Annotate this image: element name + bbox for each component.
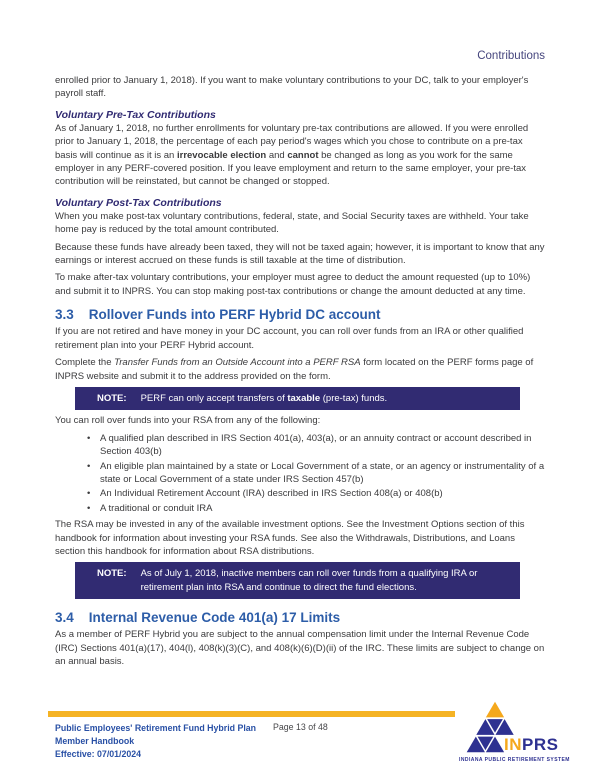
inprs-wordmark-prs: PRS <box>522 735 559 754</box>
inprs-wordmark <box>504 736 558 753</box>
footer-line-plan: Public Employees' Retirement Fund Hybrid Plan <box>55 723 257 733</box>
footer-line-effective: Effective: 07/01/2024 <box>55 749 142 759</box>
running-header: Contributions <box>477 50 545 62</box>
form-name-italic: Transfer Funds from an Outside Account into a PERF RSA <box>114 357 361 369</box>
section-number: 3.4 <box>55 610 74 626</box>
section33-paragraph-2 <box>55 356 545 383</box>
heading-voluntary-pretax: Voluntary Pre-Tax Contributions <box>55 108 216 121</box>
list-item: • An Individual Retirement Account (IRA) described in IRS Section 408(a) or 408(b) <box>87 487 545 500</box>
rollover-bullet-list <box>55 432 545 515</box>
pretax-paragraph <box>55 122 545 189</box>
section-number: 3.3 <box>55 307 74 323</box>
pretax-text: As of January 1, 2018, no further enrollments for voluntary pre-tax contributions are allowed. If you were enrolled prior to January 1, 2018, the percentage of each pay period's wages which you chose to contribute on a pre-tax basis will continue as it is an <box>55 122 529 161</box>
pretax-text: and <box>266 149 288 161</box>
posttax-paragraph-2: Because these funds have already been taxed, they will not be taxed again; however, it is important to know that any earnings or interest accrued on these funds is still taxable at the time of distribution. <box>55 241 545 267</box>
page-number: Page 13 of 48 <box>273 722 328 732</box>
list-item: • A qualified plan described in IRS Section 401(a), 403(a), or an annuity contract or account described in Section 403(b) <box>87 432 545 459</box>
section-title: Rollover Funds into PERF Hybrid DC account <box>88 307 381 323</box>
footer-plan-info <box>55 722 267 761</box>
inprs-wordmark-in: IN <box>504 735 522 754</box>
note-box-inactive-members <box>75 562 520 599</box>
section-heading-3-4 <box>55 610 545 625</box>
note-text-part: (pre-tax) funds. <box>320 392 388 404</box>
section-title: Internal Revenue Code 401(a) 17 Limits <box>88 610 341 626</box>
section34-paragraph-1: As a member of PERF Hybrid you are subject to the annual compensation limit under the Internal Revenue Code (IRC) Sections 401(a)(17), 404(l), 408(k)(3)(C), and 408(k)(6)(D)(ii) of the IRC. These limits are subject to change on an annual basis. <box>55 629 545 667</box>
footer-line-handbook: Member Handbook <box>55 736 135 746</box>
intro-paragraph: enrolled prior to January 1, 2018). If you want to make voluntary contributions to your DC, talk to your employer's payroll staff. <box>55 75 529 100</box>
page-content <box>55 50 545 672</box>
pretax-text: be changed as long as you work for the same employer in any PERF-covered position. If you leave employment and return to the same employer, your pre-tax contribution will be reinstated, but cannot be changed or stopped. <box>55 149 527 188</box>
section33-paragraph-1: If you are not retired and have money in your DC account, you can roll over funds from an IRA or other qualified retirement plan into your PERF Hybrid account. <box>55 326 524 351</box>
posttax-paragraph-1: When you make post-tax voluntary contributions, federal, state, and Social Security taxes are withheld. Your take home pay is reduced by the total amount contributed. <box>55 210 529 236</box>
inprs-tagline: INDIANA PUBLIC RETIREMENT SYSTEM <box>459 757 570 763</box>
inprs-logo <box>458 700 586 764</box>
note-text <box>141 392 388 405</box>
section33-text: Complete the <box>55 357 115 369</box>
note-label: NOTE: <box>97 568 127 580</box>
footer-gold-bar <box>48 711 455 717</box>
rollover-intro-paragraph: You can roll over funds into your RSA from any of the following: <box>55 415 321 427</box>
section-heading-3-3 <box>55 307 545 322</box>
heading-voluntary-posttax: Voluntary Post-Tax Contributions <box>55 196 222 209</box>
pretax-bold-irrevocable: irrevocable election <box>176 149 267 161</box>
note-text-part: PERF can only accept transfers of <box>140 392 288 404</box>
rsa-investment-paragraph: The RSA may be invested in any of the available investment options. See the Investment Options section of this handbook for information about investing your RSA funds. See also the Withdrawals, Distributions, and Loans section this handbook for information about RSA distributions. <box>55 519 525 557</box>
note-text: As of July 1, 2018, inactive members can roll over funds from a qualifying IRA or retirement plan into RSA and continue to direct the fund elections. <box>140 568 478 593</box>
note-bold-taxable: taxable <box>287 392 321 404</box>
posttax-paragraph-3: To make after-tax voluntary contributions, your employer must agree to deduct the amount requested (up to 10%) and submit it to INPRS. You can stop making post-tax contributions or change the amount deducted at any time. <box>55 272 531 297</box>
pretax-bold-cannot: cannot <box>287 149 319 161</box>
note-label: NOTE: <box>97 392 127 404</box>
section33-text: form located on the PERF forms page of INPRS website and submit it to the address provided on the form. <box>55 357 534 382</box>
list-item: • An eligible plan maintained by a state or Local Government of a state, or an agency or instrumentality of a state or Local Government of a state under IRS Section 457(b) <box>87 460 545 487</box>
list-item: • A traditional or conduit IRA <box>87 502 545 515</box>
note-box-taxable <box>75 387 520 410</box>
